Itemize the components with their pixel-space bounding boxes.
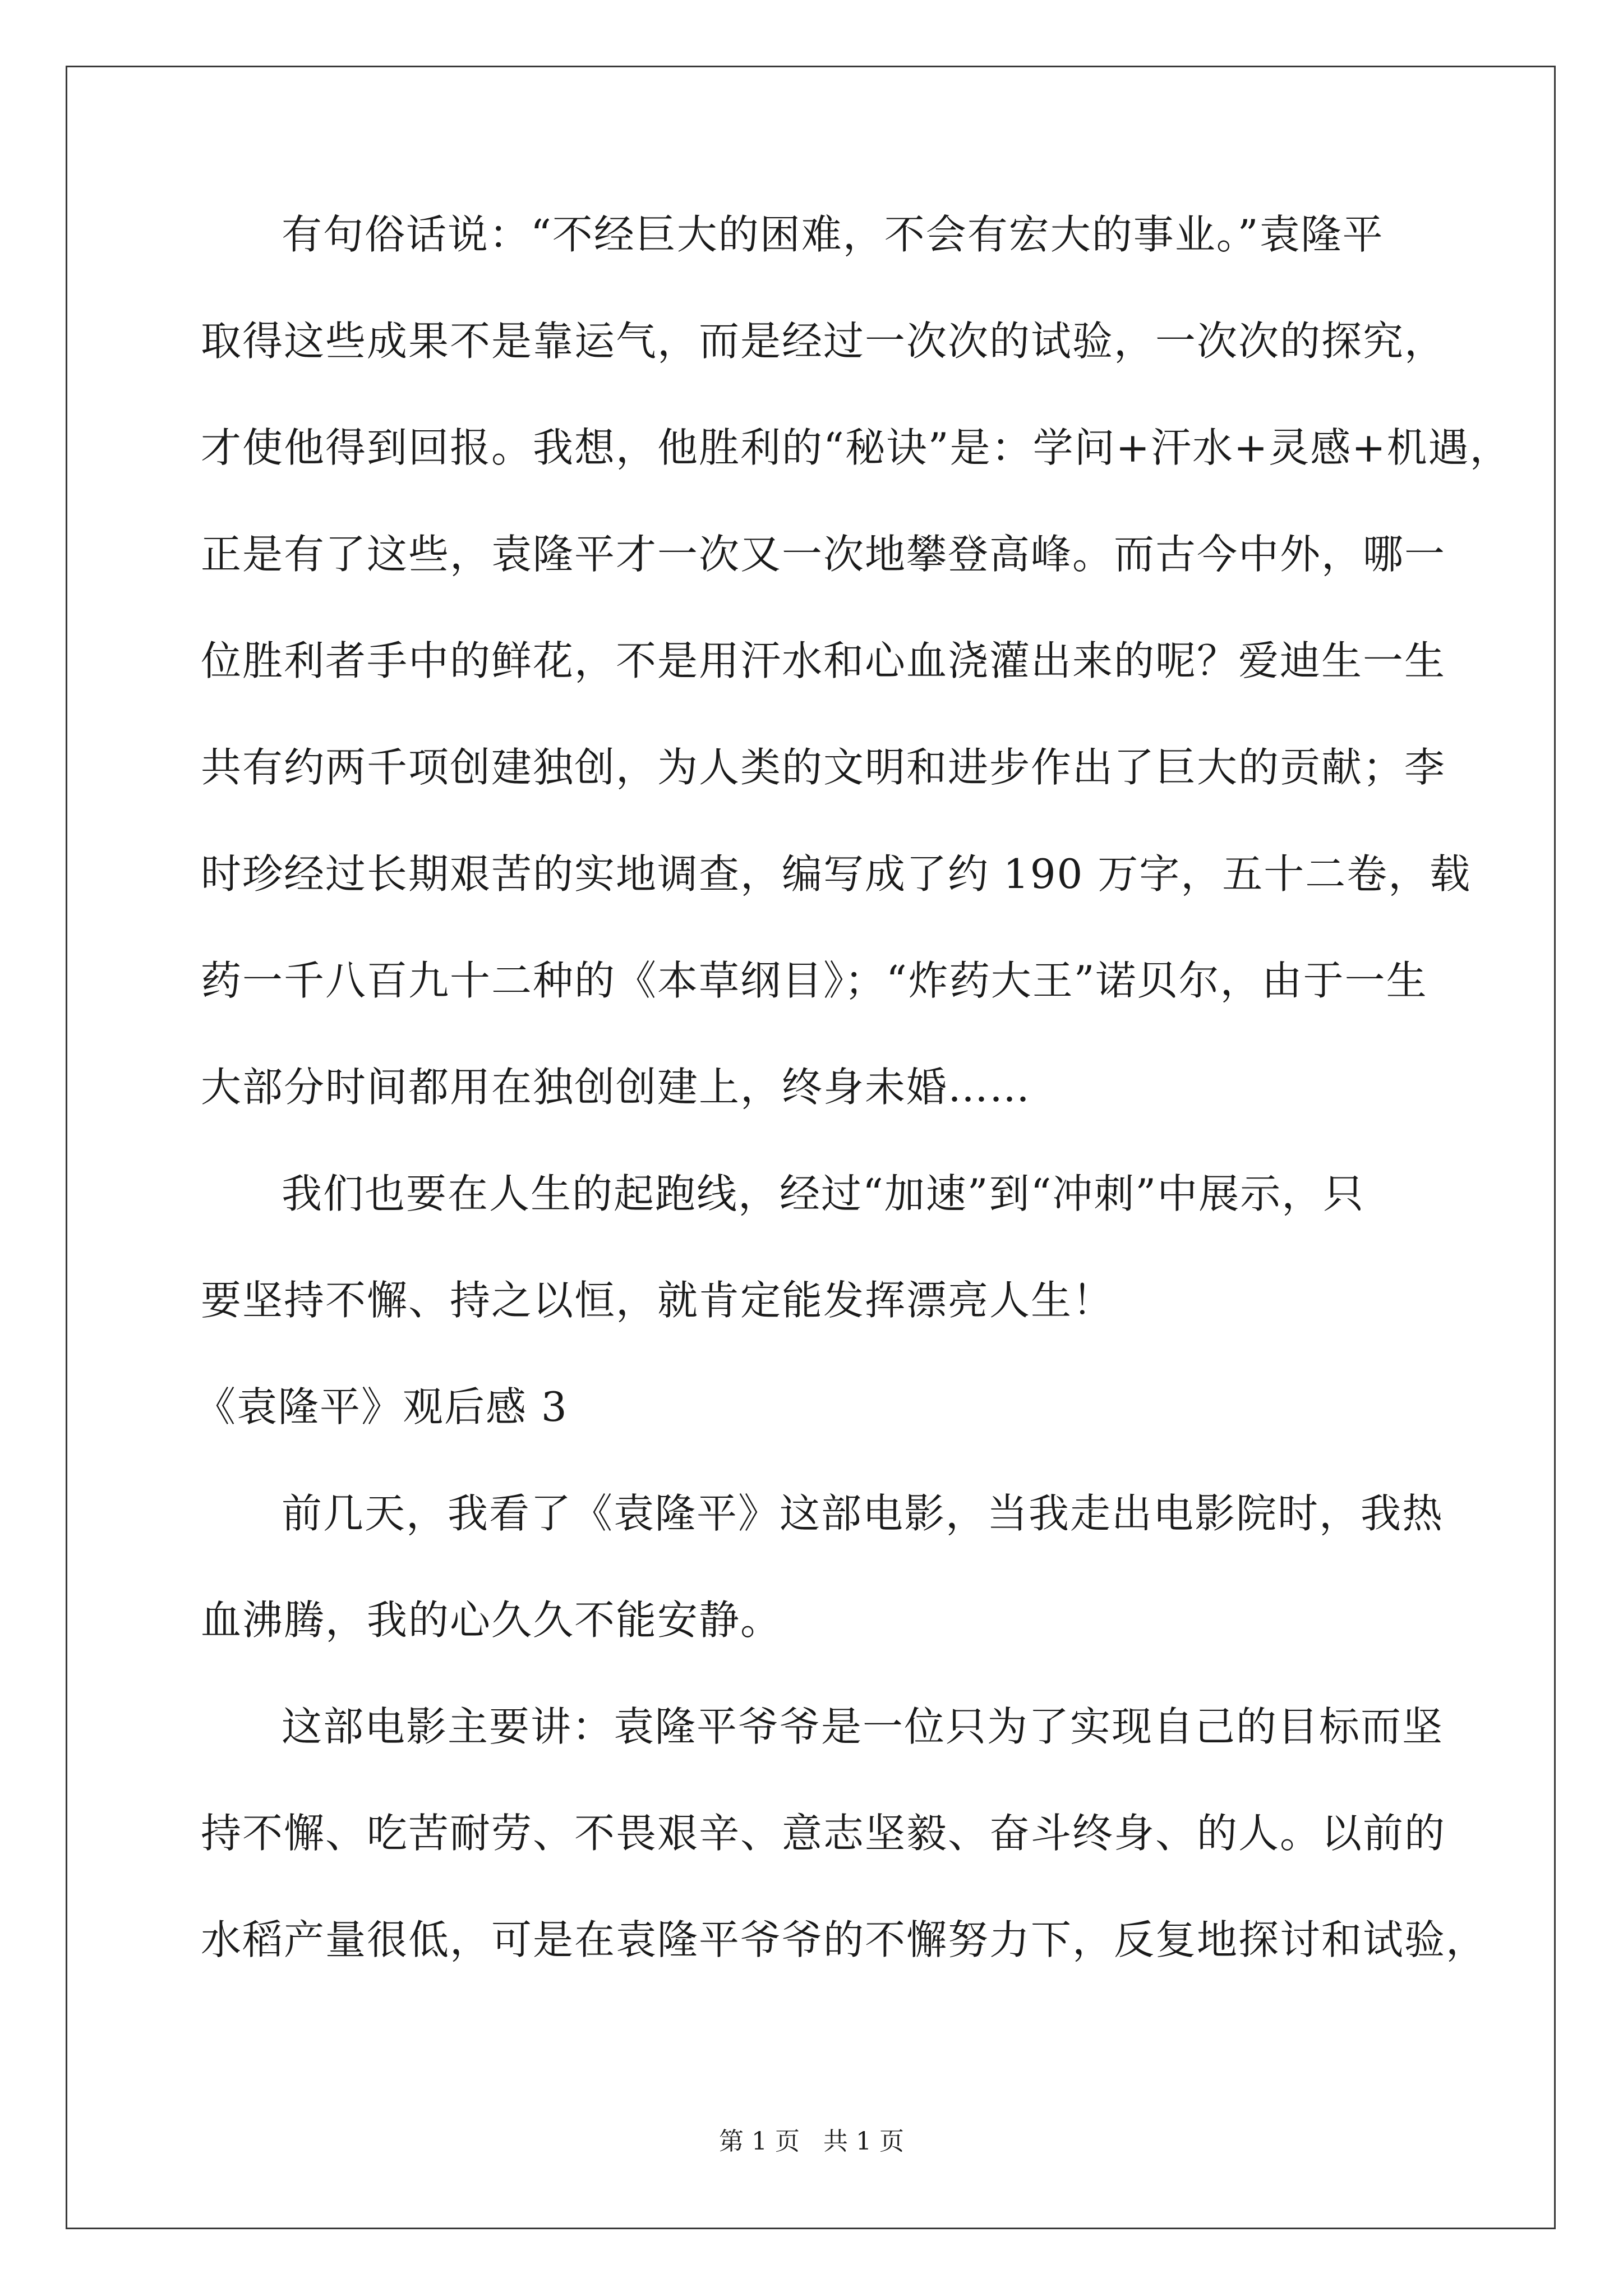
paragraph-line: 共有约两千项创建独创，为人类的文明和进步作出了巨大的贡献；李 (201, 744, 1446, 791)
paragraph-line: 才使他得到回报。我想，他胜利的“秘诀”是：学问+汗水+灵感+机遇， (201, 424, 1511, 471)
paragraph-line: 水稻产量很低，可是在袁隆平爷爷的不懈努力下，反复地探讨和试验， (201, 1916, 1488, 1963)
paragraph-line: 大部分时间都用在独创创建上，终身未婚…… (201, 1064, 1031, 1111)
paragraph-line: 药一千八百九十二种的《本草纲目》；“炸药大王”诺贝尔，由于一生 (201, 957, 1428, 1004)
document-body (195, 208, 1511, 2019)
paragraph-line: 要坚持不懈、持之以恒，就肯定能发挥漂亮人生！ (201, 1277, 1114, 1324)
page-footer (0, 2125, 1623, 2159)
page-number: 第 1 页 (719, 2127, 800, 2156)
paragraph-line: 有句俗话说：“不经巨大的困难，不会有宏大的事业。”袁隆平 (282, 211, 1384, 258)
paragraph-line: 取得这些成果不是靠运气，而是经过一次次的试验，一次次的探究， (201, 318, 1446, 365)
section-heading: 《袁隆平》观后感 3 (195, 1383, 568, 1430)
page-total: 共 1 页 (823, 2127, 904, 2156)
paragraph-line: 前几天，我看了《袁隆平》这部电影，当我走出电影院时，我热 (282, 1490, 1444, 1537)
paragraph-line: 持不懈、吃苦耐劳、不畏艰辛、意志坚毅、奋斗终身、的人。以前的 (201, 1810, 1446, 1857)
paragraph-line: 血沸腾，我的心久久不能安静。 (201, 1596, 782, 1644)
paragraph-line: 位胜利者手中的鲜花，不是用汗水和心血浇灌出来的呢？爱迪生一生 (201, 637, 1446, 684)
paragraph-line: 这部电影主要讲：袁隆平爷爷是一位只为了实现自己的目标而坚 (282, 1703, 1444, 1750)
paragraph-line: 我们也要在人生的起跑线，经过“加速”到“冲刺”中展示，只 (282, 1170, 1365, 1217)
paragraph-line: 正是有了这些，袁隆平才一次又一次地攀登高峰。而古今中外，哪一 (201, 531, 1446, 578)
paragraph-line: 时珍经过长期艰苦的实地调查，编写成了约 190 万字，五十二卷，载 (201, 850, 1472, 898)
